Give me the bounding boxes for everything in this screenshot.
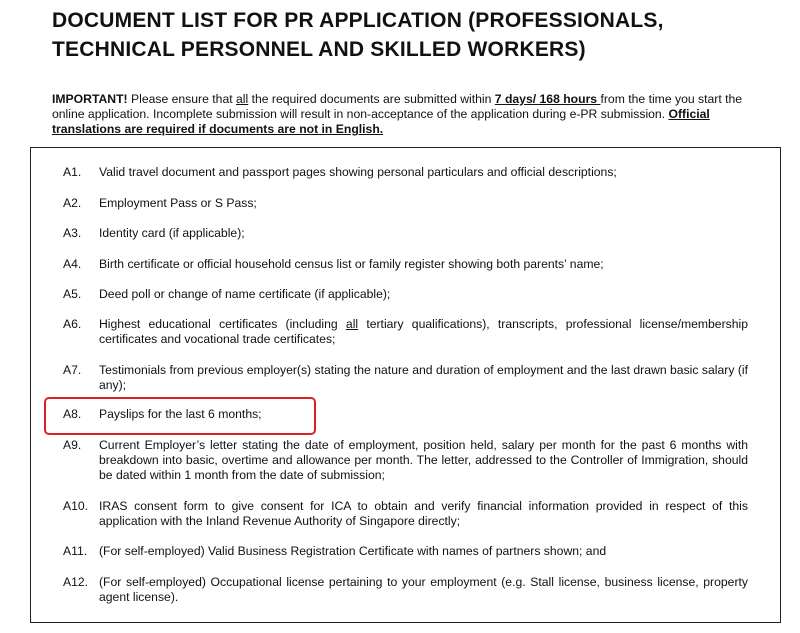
notice-translations: Official translations are required if documents are not in English.: [52, 107, 710, 136]
item-text: [99, 317, 748, 347]
item-text: Current Employer’s letter stating the date of employment, position held, salary per month for the past 6 months with breakdown into basic, overtime and allowance per month. The letter, addressed to the Controller of Immigration, should be dated within 1 month from the date of submission;: [99, 438, 748, 482]
item-text: Testimonials from previous employer(s) stating the nature and duration of employment and the last drawn basic salary (if any);: [99, 363, 748, 392]
notice-all-emphasis: all: [236, 92, 249, 106]
item-text: (For self-employed) Occupational license pertaining to your employment (e.g. Stall license, business license, property agent license).: [99, 575, 748, 604]
item-number: A5.: [63, 287, 82, 301]
item-number: A11.: [63, 544, 88, 558]
item-number: A12.: [63, 575, 89, 589]
notice-text-1: Please ensure that: [127, 92, 236, 106]
item-number: A4.: [63, 257, 82, 271]
item-number: A7.: [63, 363, 82, 377]
item-number: A6.: [63, 317, 82, 331]
item-number: A1.: [63, 165, 82, 179]
notice-deadline: 7 days/ 168 hours: [494, 92, 601, 106]
item-number: A9.: [63, 438, 82, 452]
important-notice: [52, 92, 752, 137]
item-text-pre: Highest educational certificates (including: [99, 317, 346, 331]
item-text: Deed poll or change of name certificate (if applicable);: [99, 287, 391, 301]
item-text: Payslips for the last 6 months;: [99, 407, 262, 421]
item-text-post: tertiary qualifications), transcripts, professional license/membership certificates and vocational trade certificates;: [99, 317, 749, 346]
item-text: Identity card (if applicable);: [99, 226, 245, 240]
notice-text-3: from the time you start the online application. Incomplete submission will result in non-acceptance of the application during e-PR submission.: [52, 92, 743, 121]
highlight-box-a8: [44, 397, 316, 435]
notice-text-2: the required documents are submitted within: [248, 92, 495, 106]
item-number: A10.: [63, 499, 89, 513]
item-number: A2.: [63, 196, 82, 210]
item-text: Birth certificate or official household census list or family register showing both parents’ name;: [99, 257, 604, 271]
item-text-emphasis: all: [345, 317, 359, 331]
page-title: DOCUMENT LIST FOR PR APPLICATION (PROFESSIONALS, TECHNICAL PERSONNEL AND SKILLED WORKERS): [52, 9, 664, 61]
item-text: Employment Pass or S Pass;: [99, 196, 257, 210]
item-text: (For self-employed) Valid Business Registration Certificate with names of partners shown; and: [99, 544, 607, 558]
item-text: Valid travel document and passport pages showing personal particulars and official descriptions;: [99, 165, 617, 179]
item-number: A8.: [63, 407, 82, 421]
important-label: IMPORTANT!: [52, 92, 128, 106]
item-number: A3.: [63, 226, 82, 240]
item-text: IRAS consent form to give consent for ICA to obtain and verify financial information provided in respect of this application with the Inland Revenue Authority of Singapore directly;: [99, 499, 748, 528]
